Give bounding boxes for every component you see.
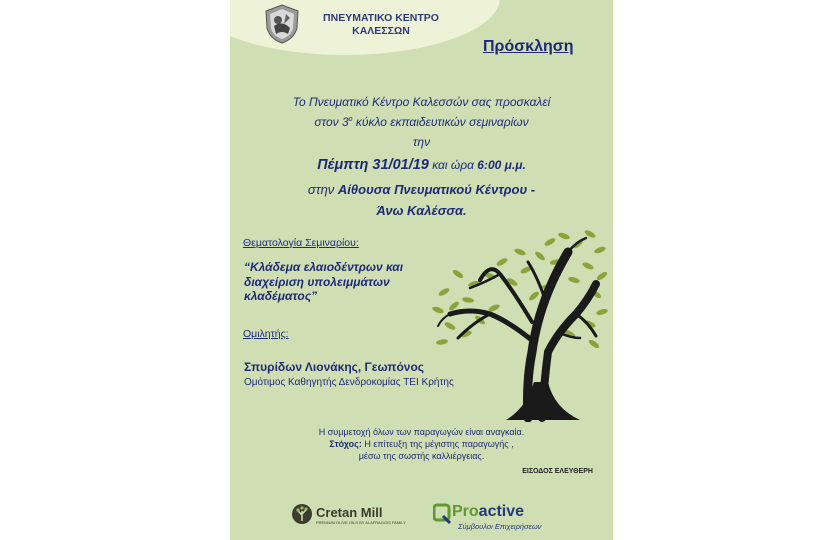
invitation-poster [230,0,613,540]
venue-line-1: στην Αίθουσα Πνευματικού Κέντρου - [307,182,536,197]
speaker-heading: Ομιλητής: [243,328,289,340]
organization-name [306,12,456,38]
topic-heading: Θεματολογία Σεμιναρίου: [243,237,359,249]
event-time: 6:00 μ.μ. [477,158,526,172]
org-name-line2: ΚΑΛΕΣΣΩΝ [352,25,410,37]
proactive-tagline: Σύμβουλοι Επιχειρήσεων [458,522,542,531]
cretan-mill-logo-text: Cretan Mill [316,505,383,520]
intro-line-2: στον $3^o$ κύκλο εκπαιδευτικών σεμιναρίων [314,115,529,129]
proactive-logo-icon [433,503,451,525]
proactive-logo-text: Proactive [452,503,525,520]
footer-goal-continued: μέσω της σωστής καλλιέργειας. [358,451,485,461]
free-entry-note: ΕΙΣΟΔΟΣ ΕΛΕΥΘΕΡΗ [522,468,593,475]
org-name-line1: ΠΝΕΥΜΑΤΙΚΟ ΚΕΝΤΡΟ [323,12,439,24]
intro-line-1: Το Πνευματικό Κέντρο Καλεσσών σας προσκαλεί [292,95,551,109]
footer-participation-note: Η συμμετοχή όλων των παραγωγών είναι αναγκαία. [318,427,525,437]
venue-line-2: Άνω Καλέσσα. [376,203,467,218]
olive-tree-illustration [430,222,610,422]
cretan-mill-logo-icon [292,503,312,525]
speaker-role: Ομότιμος Καθηγητής Δενδροκομίας ΤΕΙ Κρήτης [244,377,454,388]
org-name-inline: Πνευματικό Κέντρο Καλεσσών [308,95,469,109]
cretan-mill-tagline: PREMIUM OLIVE OILS BY ALAFRAGGIS FAMILY [316,520,406,525]
intro-line-3: την [412,135,431,149]
speaker-name: Σπυρίδων Λιονάκης, Γεωπόνος [244,360,425,374]
event-datetime: Πέμπτη 31/01/19 και ώρα 6:00 μ.μ. [317,157,526,173]
venue-name: Αίθουσα Πνευματικού Κέντρου - [337,182,536,197]
invitation-title: Πρόσκληση [483,38,574,55]
footer-goal: Στόχος: Η επίτευξη της μέγιστης παραγωγής , [329,439,514,449]
organization-seal-logo [264,4,300,44]
goal-label: Στόχος: [329,439,362,449]
seminar-topic: “Κλάδεμα ελαιοδέντρων και διαχείριση υπολειμμάτων κλαδέματος” [244,260,404,303]
event-date: Πέμπτη 31/01/19 [317,157,429,173]
